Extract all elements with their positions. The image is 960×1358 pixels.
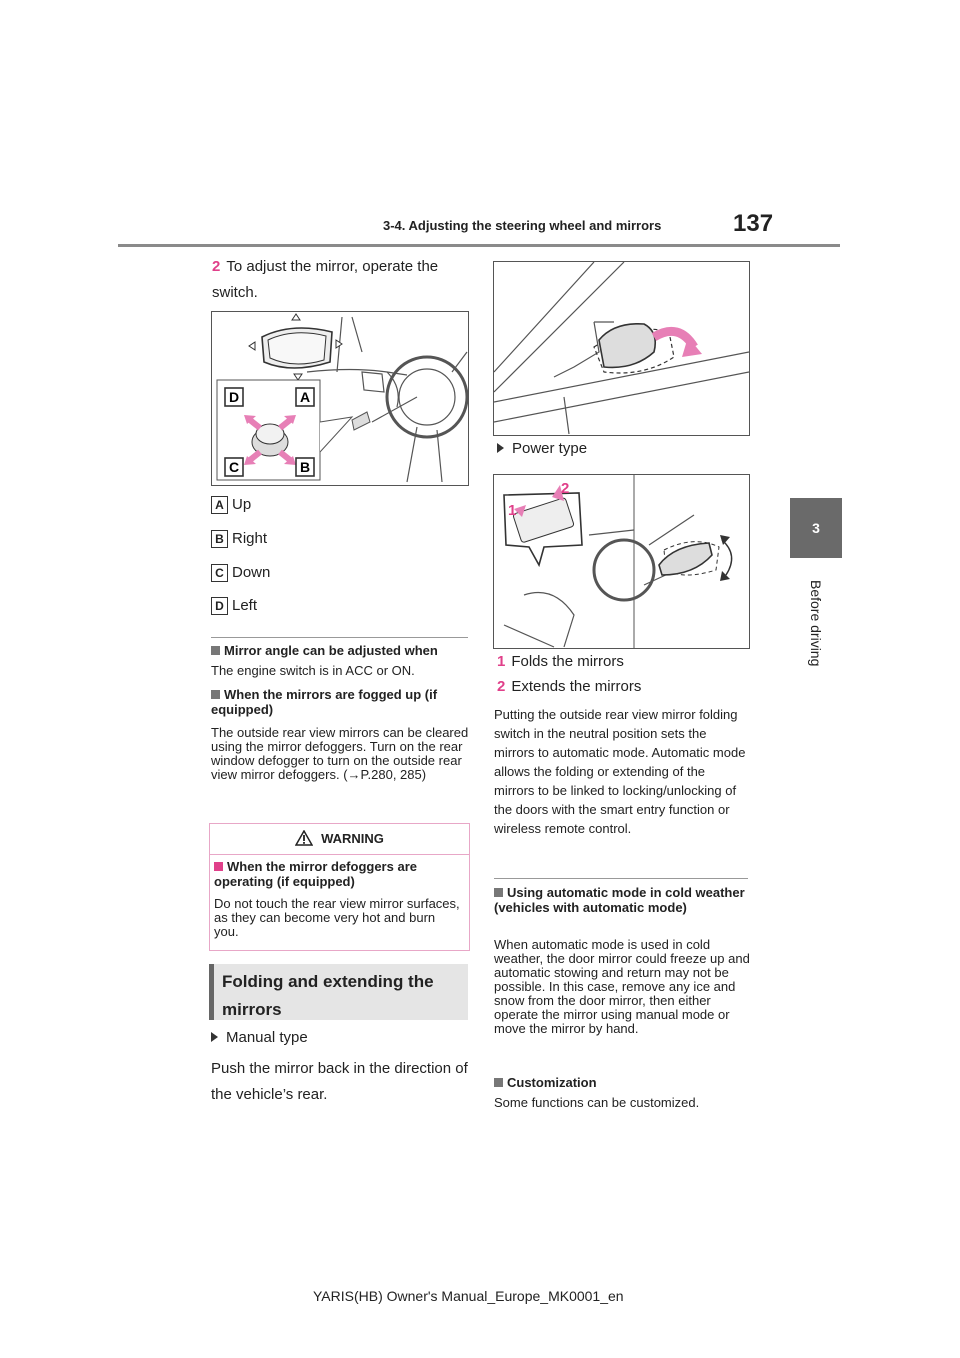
fig1-label-d: D <box>228 389 240 405</box>
note-heading <box>494 1075 748 1090</box>
direction-left <box>211 597 257 615</box>
direction-label: Down <box>232 564 271 581</box>
step-number: 2 <box>497 678 506 695</box>
section-heading: Folding and extending the mirrors <box>209 964 468 1020</box>
note-body: Some functions can be customized. <box>494 1095 700 1110</box>
warning-heading-text: When the mirror defoggers are operating (if equipped) <box>214 859 417 889</box>
step-number: 1 <box>497 653 506 670</box>
note-heading <box>494 885 748 915</box>
note-heading-text: When the mirrors are fogged up (if equipped) <box>211 687 438 717</box>
step-2-adjust <box>212 254 472 306</box>
direction-label: Right <box>232 530 268 547</box>
note-heading-text: Customization <box>507 1075 597 1090</box>
square-bullet-icon <box>494 1078 503 1087</box>
direction-up <box>211 496 251 514</box>
manual-type-label: Manual type <box>226 1029 308 1046</box>
footer-text: YARIS(HB) Owner's Manual_Europe_MK0001_en <box>313 1288 624 1304</box>
step-text: Extends the mirrors <box>511 678 642 695</box>
direction-letter: D <box>211 597 228 615</box>
step-number: 2 <box>212 258 221 275</box>
chapter-label <box>804 580 826 690</box>
fig3-label-2: 2 <box>561 480 570 497</box>
warning-header <box>210 824 469 855</box>
warning-heading <box>214 859 464 889</box>
section-title: 3-4. Adjusting the steering wheel and mirrors <box>383 218 662 233</box>
warning-box <box>209 823 470 951</box>
square-bullet-icon <box>494 888 503 897</box>
chapter-label-text: Before driving <box>808 580 824 667</box>
direction-down <box>211 564 270 582</box>
direction-letter: A <box>211 496 228 514</box>
fig1-label-c: C <box>228 459 240 475</box>
step-text: To adjust the mirror, operate the switch. <box>212 258 439 301</box>
note-heading-text: Using automatic mode in cold weather (vehicles with automatic mode) <box>494 885 745 915</box>
note-separator <box>494 878 748 879</box>
step-text: Folds the mirrors <box>511 653 624 670</box>
square-bullet-icon <box>211 690 220 699</box>
power-type-bullet <box>497 440 587 457</box>
chapter-tab: 3 <box>790 498 842 558</box>
step-2-extends <box>497 674 757 700</box>
triangle-bullet-icon <box>211 1032 218 1042</box>
automatic-mode-text: Putting the outside rear view mirror folding switch in the neutral position sets the mirrors to automatic mode. Automatic mode allows the folding or extending of the mirrors to be linked to locking/unlocking of the doors with the smart entry function or wireless remote control. <box>494 707 746 836</box>
direction-label: Up <box>232 496 252 513</box>
warning-triangle-icon <box>295 830 313 846</box>
direction-label: Left <box>232 597 258 614</box>
manual-mirror-illustration <box>494 262 749 435</box>
square-bullet-icon <box>211 646 220 655</box>
fig1-label-b: B <box>299 459 311 475</box>
power-type-label: Power type <box>512 440 588 457</box>
square-bullet-icon <box>214 862 223 871</box>
note-body: When automatic mode is used in cold weather, the door mirror could freeze up and automatic stowing and return may not be possible. In this case, remove any ice and snow from the door mirror, then either operate the mirror using manual mode or move the mirror by hand. <box>494 937 750 1036</box>
note-heading <box>211 643 471 658</box>
fig1-label-a: A <box>299 389 311 405</box>
direction-letter: C <box>211 564 228 582</box>
page-number: 137 <box>733 210 774 237</box>
manual-type-instruction: Push the mirror back in the direction of the vehicle’s rear. <box>211 1060 468 1103</box>
warning-title: WARNING <box>321 831 384 846</box>
note-body: The outside rear view mirrors can be cleared using the mirror defoggers. Turn on the rear window defogger to turn on the outside rear view mirror defoggers. (→P.280, 285) <box>211 725 469 782</box>
note-body: The engine switch is in ACC or ON. <box>211 663 415 678</box>
mirror-switch-illustration <box>212 312 468 485</box>
power-mirror-illustration <box>494 475 749 648</box>
manual-type-bullet <box>211 1029 308 1046</box>
triangle-bullet-icon <box>497 443 504 453</box>
mirror-switch-figure <box>211 311 469 486</box>
step-1-folds <box>497 649 757 675</box>
fig3-label-1: 1 <box>508 502 517 519</box>
note-separator <box>211 637 468 638</box>
manual-mirror-figure <box>493 261 750 436</box>
note-heading-text: Mirror angle can be adjusted when <box>224 643 438 658</box>
warning-body: Do not touch the rear view mirror surfaces, as they can become very hot and burn you. <box>214 896 460 939</box>
direction-right <box>211 530 267 548</box>
note-heading <box>211 687 469 717</box>
direction-letter: B <box>211 530 228 548</box>
power-mirror-figure <box>493 474 750 649</box>
header-divider <box>118 244 840 247</box>
